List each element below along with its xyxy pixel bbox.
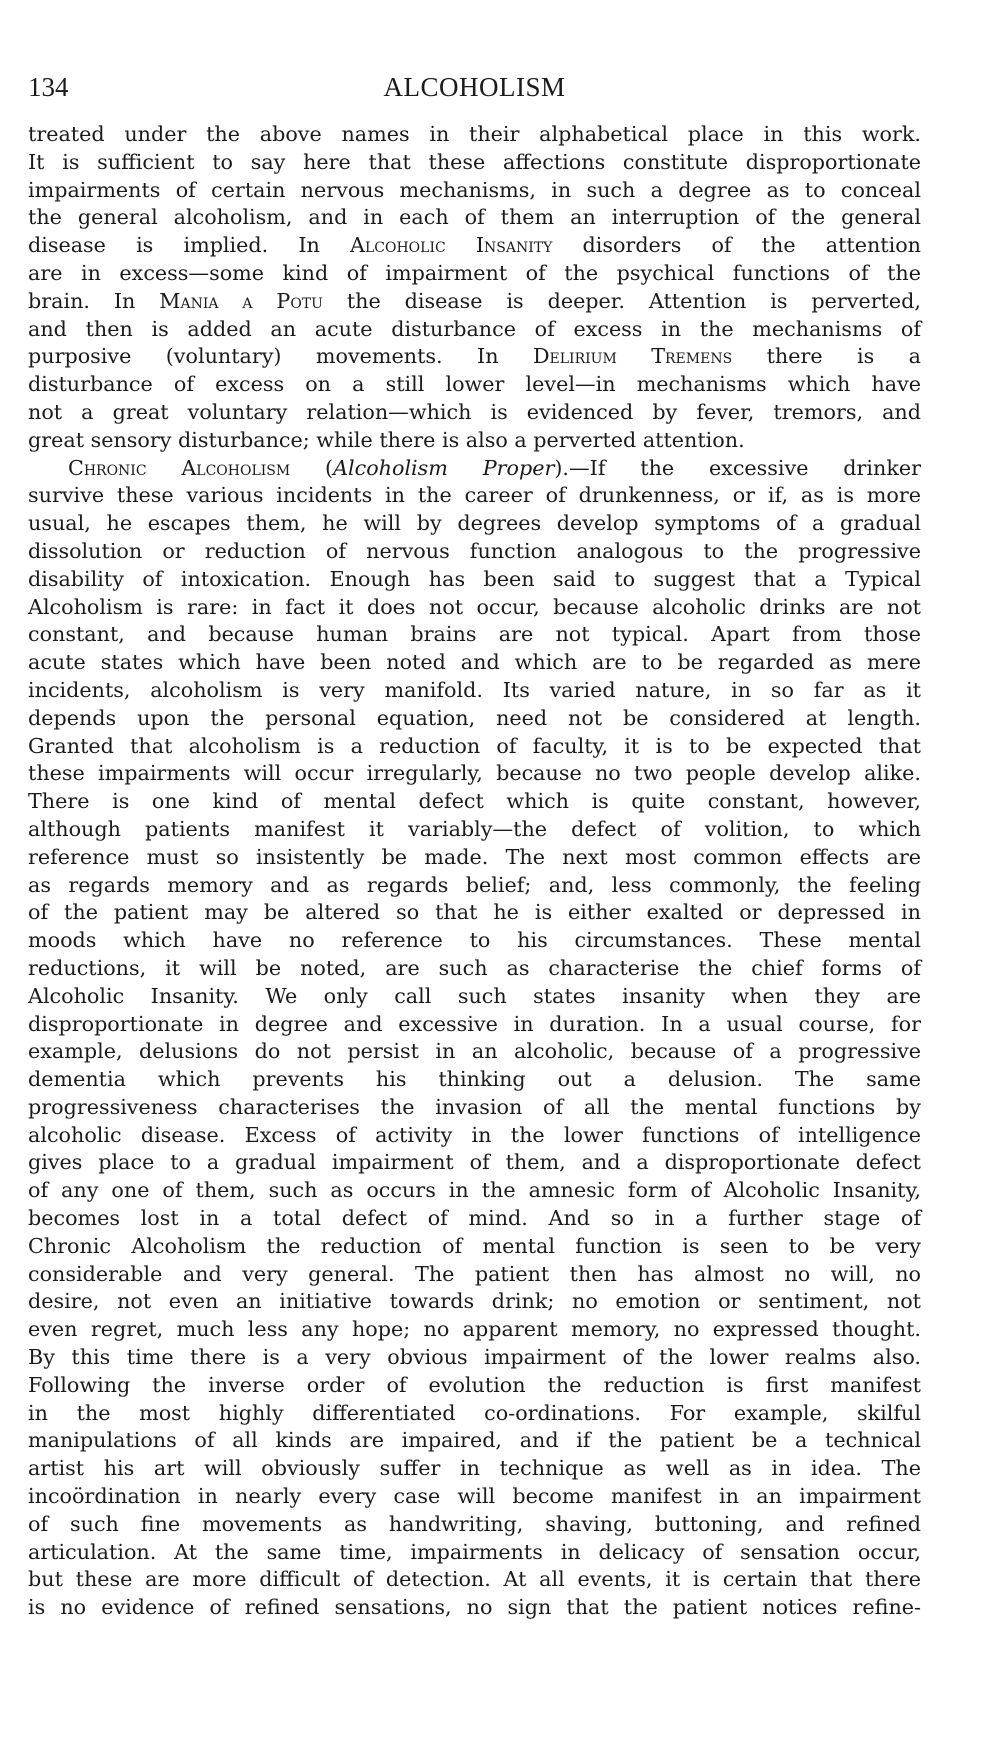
text-line: these impairments will occur irregularly, because no two people develop alike. (28, 761, 921, 786)
text-line: disability of intoxication. Enough has been said to suggest that a Typical (28, 566, 921, 591)
page-header (28, 70, 921, 118)
styled-term: Alcoholism Proper (333, 455, 555, 480)
text-line: are in excess—some kind of impairment of the psychical functions of the (28, 260, 921, 285)
text-line: acute states which have been noted and which are to be regarded as mere (28, 650, 921, 675)
text-line: becomes lost in a total defect of mind. And so in a further stage of (28, 1206, 921, 1231)
text-line: constant, and because human brains are not typical. Apart from those (28, 622, 921, 647)
text-line: brain. In Mania a Potu the disease is deeper. Attention is perverted, (28, 288, 921, 313)
styled-term: Alcoholic Insanity (350, 233, 553, 258)
text-line: of such fine movements as handwriting, shaving, buttoning, and refined (28, 1511, 921, 1536)
text-line: disturbance of excess on a still lower level—in mechanisms which have (28, 372, 921, 397)
text-line: It is sufficient to say here that these affections constitute disproportionate (28, 149, 921, 174)
text-line: manipulations of all kinds are impaired, and if the patient be a technical (28, 1428, 921, 1453)
styled-term: Delirium Tremens (532, 344, 733, 369)
styled-term: Mania a Potu (159, 288, 323, 313)
text-line: moods which have no reference to his circumstances. These mental (28, 928, 921, 953)
text-line: is no evidence of refined sensations, no sign that the patient notices refine- (28, 1595, 921, 1620)
text-line: desire, not even an initiative towards drink; no emotion or sentiment, not (28, 1289, 921, 1314)
page-number: 134 (28, 72, 69, 102)
text-line: gives place to a gradual impairment of them, and a disproportionate defect (28, 1150, 921, 1175)
text-line: in the most highly differentiated co-ordinations. For example, skilful (28, 1400, 921, 1425)
text-line: reductions, it will be noted, are such as characterise the chief forms of (28, 955, 921, 980)
text-line: example, delusions do not persist in an alcoholic, because of a progressive (28, 1039, 921, 1064)
section-heading-line: Chronic Alcoholism (Alcoholism Proper).—If the excessive drinker (68, 455, 921, 480)
text-line: progressiveness characterises the invasion of all the mental functions by (28, 1094, 921, 1119)
text-line: Following the inverse order of evolution the reduction is first manifest (28, 1372, 921, 1397)
text-line: articulation. At the same time, impairments in delicacy of sensation occur, (28, 1539, 921, 1564)
text-line: of the patient may be altered so that he is either exalted or depressed in (28, 900, 921, 925)
text-line: depends upon the personal equation, need not be considered at length. (28, 705, 921, 730)
text-line: disease is implied. In Alcoholic Insanity disorders of the attention (28, 233, 922, 258)
text-line: disproportionate in degree and excessive in duration. In a usual course, for (28, 1011, 921, 1036)
text-line: even regret, much less any hope; no apparent memory, no expressed thought. (28, 1317, 921, 1342)
styled-term: Chronic Alcoholism (68, 455, 291, 480)
text-line: usual, he escapes them, he will by degrees develop symptoms of a gradual (28, 511, 921, 536)
text-line: but these are more difficult of detection. At all events, it is certain that there (28, 1567, 921, 1592)
text-line: dementia which prevents his thinking out a delusion. The same (28, 1067, 921, 1092)
text-line: Alcoholic Insanity. We only call such states insanity when they are (28, 983, 921, 1008)
text-line: purposive (voluntary) movements. In Delirium Tremens there is a (28, 344, 922, 369)
book-page (28, 70, 921, 1622)
text-line: Granted that alcoholism is a reduction of faculty, it is to be expected that (28, 733, 921, 758)
text-line: treated under the above names in their alphabetical place in this work. (28, 122, 921, 146)
text-line: Chronic Alcoholism the reduction of mental function is seen to be very (28, 1233, 921, 1258)
text-line: considerable and very general. The patient then has almost no will, no (28, 1261, 921, 1286)
text-line: incidents, alcoholism is very manifold. Its varied nature, in so far as it (28, 677, 921, 702)
text-line: as regards memory and as regards belief; and, less commonly, the feeling (28, 872, 921, 897)
text-line: reference must so insistently be made. The next most common effects are (28, 844, 921, 869)
text-line: not a great voluntary relation—which is evidenced by fever, tremors, and (28, 399, 921, 424)
text-line: and then is added an acute disturbance of excess in the mechanisms of (28, 316, 921, 341)
text-line: dissolution or reduction of nervous function analogous to the progressive (28, 538, 921, 563)
text-line: There is one kind of mental defect which is quite constant, however, (28, 789, 921, 814)
text-line: of any one of them, such as occurs in the amnesic form of Alcoholic Insanity, (28, 1178, 921, 1203)
text-line: By this time there is a very obvious impairment of the lower realms also. (28, 1345, 921, 1370)
text-line: although patients manifest it variably—the defect of volition, to which (28, 816, 921, 841)
text-line: survive these various incidents in the career of drunkenness, or if, as is more (28, 483, 921, 508)
text-line: great sensory disturbance; while there is also a perverted attention. (28, 427, 745, 452)
running-head: ALCOHOLISM (383, 72, 566, 102)
text-line: incoördination in nearly every case will become manifest in an impairment (28, 1484, 921, 1509)
body-text (28, 121, 921, 1622)
text-line: artist his art will obviously suffer in technique as well as in idea. The (28, 1456, 921, 1481)
text-line: Alcoholism is rare: in fact it does not occur, because alcoholic drinks are not (28, 594, 921, 619)
text-line: the general alcoholism, and in each of them an interruption of the general (28, 205, 921, 230)
text-line: alcoholic disease. Excess of activity in the lower functions of intelligence (28, 1122, 921, 1147)
text-line: impairments of certain nervous mechanisms, in such a degree as to conceal (28, 177, 921, 202)
